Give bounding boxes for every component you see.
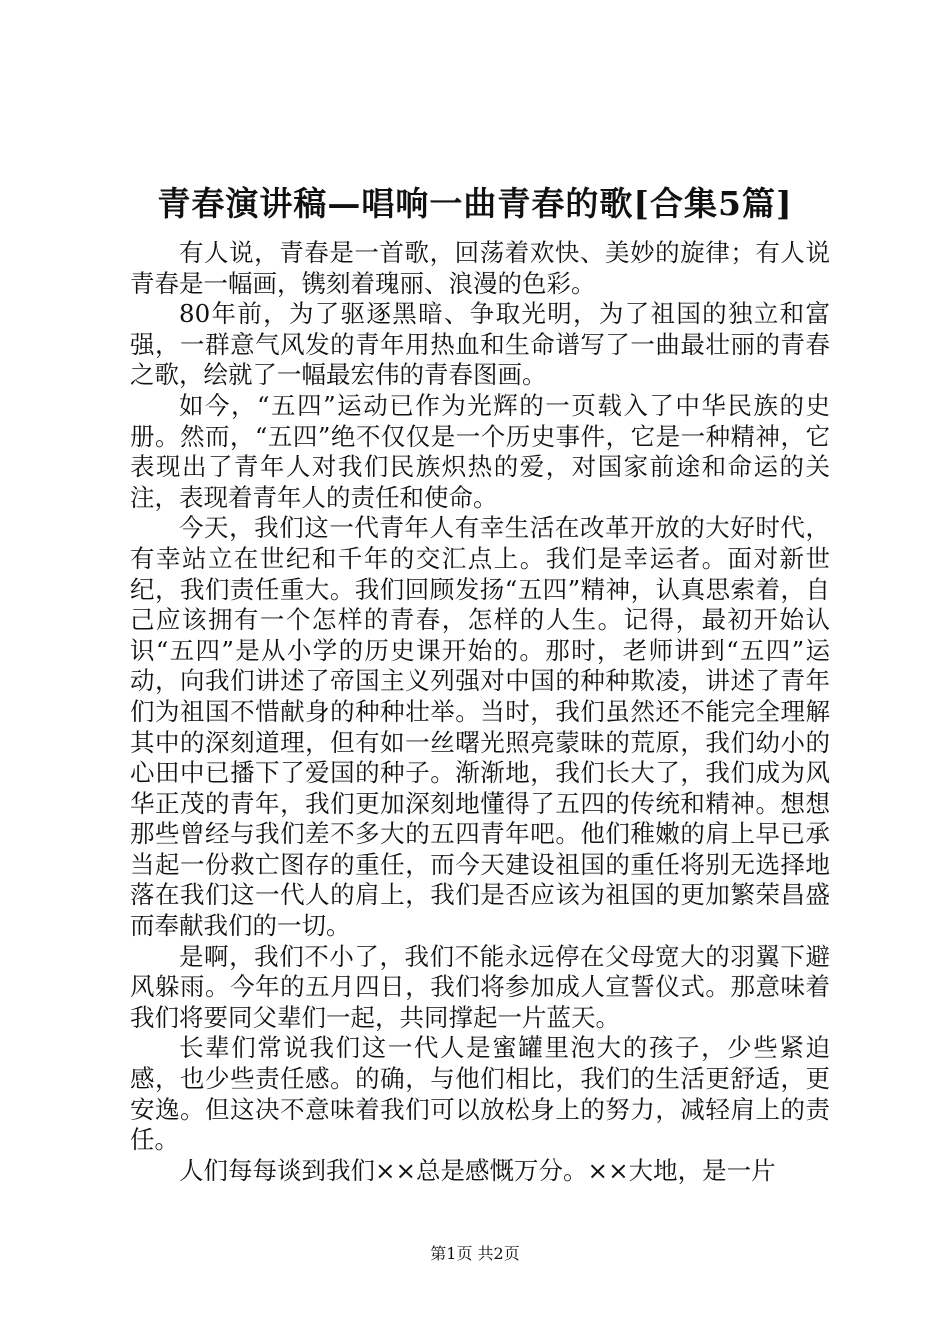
paragraph: 80年前，为了驱逐黑暗、争取光明，为了祖国的独立和富强，一群意气风发的青年用热血和生命谱写了一曲最壮丽的青春之歌，绘就了一幅最宏伟的青春图画。 xyxy=(130,299,830,390)
document-body xyxy=(130,238,830,1186)
paragraph: 长辈们常说我们这一代人是蜜罐里泡大的孩子，少些紧迫感，也少些责任感。的确，与他们相比，我们的生活更舒适，更安逸。但这决不意味着我们可以放松身上的努力，减轻肩上的责任。 xyxy=(130,1033,830,1155)
page-number-footer: 第1页 共2页 xyxy=(430,1244,520,1263)
paragraph: 是啊，我们不小了，我们不能永远停在父母宽大的羽翼下避风躲雨。今年的五月四日，我们将参加成人宣誓仪式。那意味着我们将要同父辈们一起，共同撑起一片蓝天。 xyxy=(130,941,830,1032)
paragraph: 今天，我们这一代青年人有幸生活在改革开放的大好时代，有幸站立在世纪和千年的交汇点上。我们是幸运者。面对新世纪，我们责任重大。我们回顾发扬“五四”精神，认真思索着，自己应该拥有一个怎样的青春，怎样的人生。记得，最初开始认识“五四”是从小学的历史课开始的。那时，老师讲到“五四”运动，向我们讲述了帝国主义列强对中国的种种欺凌，讲述了青年们为祖国不惜献身的种种壮举。当时，我们虽然还不能完全理解其中的深刻道理，但有如一丝曙光照亮蒙昧的荒原，我们幼小的心田中已播下了爱国的种子。渐渐地，我们长大了，我们成为风华正茂的青年，我们更加深刻地懂得了五四的传统和精神。想想那些曾经与我们差不多大的五四青年吧。他们稚嫩的肩上早已承当起一份救亡图存的重任，而今天建设祖国的重任将别无选择地落在我们这一代人的肩上，我们是否应该为祖国的更加繁荣昌盛而奉献我们的一切。 xyxy=(130,513,830,941)
paragraph: 人们每每谈到我们××总是感慨万分。××大地，是一片 xyxy=(179,1155,776,1185)
paragraph: 有人说，青春是一首歌，回荡着欢快、美妙的旋律；有人说青春是一幅画，镌刻着瑰丽、浪漫的色彩。 xyxy=(130,238,830,298)
document-title: 青春演讲稿—唱响一曲青春的歌[合集5篇] xyxy=(157,184,793,223)
paragraph: 如今，“五四”运动已作为光辉的一页载入了中华民族的史册。然而，“五四”绝不仅仅是一个历史事件，它是一种精神，它表现出了青年人对我们民族炽热的爱，对国家前途和命运的关注，表现着青年人的责任和使命。 xyxy=(130,390,830,512)
